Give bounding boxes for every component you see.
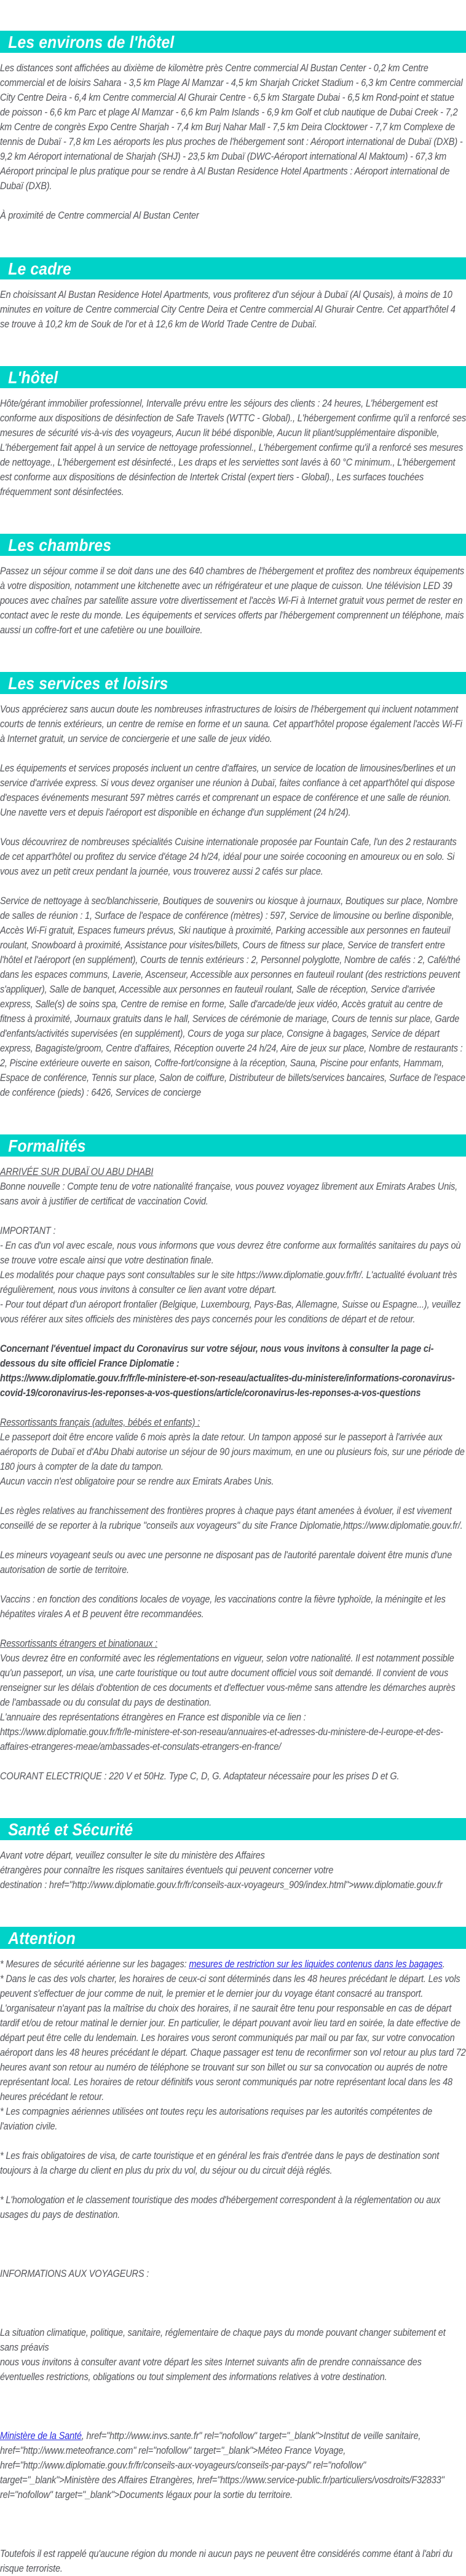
text-run: - Pour tout départ d'un aéroport frontalier (Belgique, Luxembourg, Pays-Bas, Allemagne, Suisse ou Espagne...), veuillez vous référer aux sites officiels des ministères des pays concernés pour les conditions de départ et de retour. (0, 1299, 461, 1325)
text-run: * L'homologation et le classement touristique des modes d'hébergement correspondent à la réglementation ou aux usages du pays de destination. (0, 2195, 441, 2220)
paragraph (0, 1504, 466, 1533)
section-hotel (0, 366, 466, 499)
paragraph (0, 1848, 466, 1892)
paragraph (0, 1636, 466, 1754)
section-attention (0, 1927, 466, 2576)
paragraph (0, 564, 466, 638)
text-run: Avant votre départ, veuillez consulter le site du ministère des Affaires (0, 1850, 265, 1861)
text-run: * Mesures de sécurité aérienne sur les bagages: (0, 1959, 189, 1970)
text-run: Vous devrez être en conformité avec les réglementations en vigueur, selon votre nationalité. Il est notamment possible qu'un passeport, un visa, une carte touristique ou tout autre document officiel vous soit demandé. Il convient de vous renseigner sur les délais d'obtention de ces documents et d'effectuer vous-même sans attendre les démarches auprès de l'ambassade ou du consulat du pays de destination. (0, 1653, 456, 1708)
text-run: INFORMATIONS AUX VOYAGEURS : (0, 2268, 149, 2279)
section-formalites (0, 1134, 466, 1784)
text-run: En choisissant Al Bustan Residence Hotel Apartments, vous profiterez d'un séjour à Dubaï (Al Qusais), à moins de 10 minutes en voiture de Centre commercial City Centre Deira et Centre commercial Al Ghurair Centre. Cet appart'hôtel 4 se trouve à 10,2 km de Souk de l'or et à 12,6 km de World Trade Centre de Dubaï. (0, 289, 456, 330)
text-run: Les modalités pour chaque pays sont consultables sur le site https://www.diplomatie.gouv.fr/fr/. L'actualité évoluant très régulièrement, nous vous invitons à consulter ce lien avant votre départ. (0, 1270, 457, 1295)
text-run: https://www.diplomatie.gouv.fr/fr/le-ministere-et-son-reseau/annuaires-et-adresses-du-ministere-de-l-europe-et-des-affaires-etrangeres-meae/ambassades-et-consulats-etrangers-en-france/ (0, 1727, 443, 1752)
text-run: À proximité de Centre commercial Al Bustan Center (0, 210, 199, 221)
section-services-loisirs (0, 672, 466, 1100)
paragraph (0, 1341, 466, 1400)
paragraph (0, 2429, 466, 2502)
paragraph (0, 2266, 466, 2281)
text-run: nous vous invitons à consulter avant votre départ les sites Internet suivants afin de prendre connaissance des éventuelles restrictions, obligations ou tout simplement des informations relatives à votre destination. (0, 2357, 422, 2383)
text-run: Vous découvrirez de nombreuses spécialités Cuisine internationale proposée par Fountain Cafe, l'un des 2 restaurants de cet appart'hôtel ou profitez du service d'étage 24 h/24, idéal pour une soirée cocooning en amoureux ou en solo. Si vous avez un petit creux pendant la journée, vous trouverez aussi 2 cafés sur place. (0, 837, 457, 877)
text-run: L'annuaire des représentations étrangères en France est disponible via ce lien : (0, 1712, 306, 1723)
paragraph (0, 1548, 466, 1577)
paragraph (0, 208, 466, 223)
text-run: Le passeport doit être encore valide 6 mois après la date retour. Un tampon apposé sur le passeport à l'arrivée aux aéroports de Dubaï et d'Abu Dhabi autorise un séjour de 90 jours maximum, en une ou plusieurs fois, sur une période de 180 jours à compter de la date du tampon. (0, 1432, 465, 1472)
paragraph (0, 1224, 466, 1327)
text-run: Les équipements et services proposés incluent un centre d'affaires, un service de location de limousines/berlines et un service d'arrivée express. Si vous devez organiser une réunion à Dubaï, faites confiance à cet appart'hôtel qui dispose d'espaces événements mesurant 597 mètres carrés et comprenant un espace de conférence et une salle de réunion. Une navette vers et depuis l'aéroport est disponible en échange d'un supplément (24 h/24). (0, 763, 456, 818)
section-chambres (0, 534, 466, 638)
text-run: Les règles relatives au franchissement des frontières propres à chaque pays étant amenées à évoluer, il est vivement conseillé de se reporter à la rubrique "conseils aux voyageurs" du site France Diplomatie,https://www.diplomatie.gouv.fr/. (0, 1505, 463, 1531)
text-run: Hôte/gérant immobilier professionnel, Intervalle prévu entre les séjours des clients : 24 heures, L'hébergement est conforme aux dispositions de désinfection de Safe Travels (WTTC - Global)., L'hébergement confirme qu'il a renforcé ses mesures de sécurité vis-à-vis des voyageurs, Aucun lit bébé disponible, Aucun lit pliant/supplémentaire disponible, L'hébergement fait appel à un service de nettoyage professionnel., L'hébergement confirme qu'il a renforcé ses mesures de nettoyage., L'hébergement est désinfecté., Les draps et les serviettes sont lavés à 60 °C minimum., L'hébergement est conforme aux dispositions de désinfection de Intertek Cristal (expert tiers - Global)., Les surfaces touchées fréquemment sont désinfectées. (0, 398, 466, 498)
text-run: * Dans le cas des vols charter, les horaires de ceux-ci sont déterminés dans les 48 heures précédant le départ. Les vols peuvent s'effectuer de jour comme de nuit, le premier et le dernier jour du voyage étant consacré au transport. L'organisateur n'ayant pas la maîtrise du choix des horaires, il ne saurait être tenu pour responsable en cas de départ tardif et/ou de retour matinal le dernier jour. En particulier, le départ pouvant avoir lieu tard en soirée, la date effective de départ peut être celle du lendemain. Les horaires vous seront communiqués par mail ou par fax, sur votre convocation aéroport dans les 48 heures précédant le départ. Chaque passager est tenu de reconfirmer son vol retour au plus tard 72 heures avant son retour au numéro de téléphone se trouvant sur son billet ou sur sa convocation ou auprés de notre représentant local. Les horaires de retour définitifs vous seront communiqués par notre représentant local dans les 48 heures précédant le retour. (0, 1973, 466, 2102)
paragraph (0, 2325, 466, 2384)
text-run: destination : href="http://www.diplomatie.gouv.fr/fr/conseils-aux-voyageurs_909/index.html">www.diplomatie.gouv.fr (0, 1879, 443, 1891)
section-heading-services-loisirs: Les services et loisirs (0, 672, 466, 694)
text-run: * Les frais obligatoires de visa, de carte touristique et en général les frais d'entrée dans le pays de destination sont toujours à la charge du client en plus du prix du vol, du séjour ou du circuit déjà réglés. (0, 2150, 440, 2176)
text-link[interactable]: Ministère de la Santé (0, 2430, 82, 2441)
paragraph (0, 835, 466, 879)
section-heading-cadre: Le cadre (0, 257, 466, 279)
text-run: - En cas d'un vol avec escale, nous vous informons que vous devrez être conforme aux formalités sanitaires du pays où se trouve votre escale ainsi que votre destination finale. (0, 1240, 461, 1266)
section-heading-sante-securite: Santé et Sécurité (0, 1818, 466, 1840)
text-run: , href="http://www.invs.sante.fr" rel="nofollow" target="_blank">Institut de veille sanitaire, href="http://www.meteofrance.com" rel="nofollow" target="_blank">Méteo France Voyage, href="http://www.diplomatie.gouv.fr/fr/conseils-aux-voyageurs/conseils-par-pays/" rel="nofollow" target="_blank">Ministère des Affaires Etrangères, href="https://www.service-public.fr/particuliers/vosdroits/F32833" rel="nofollow" target="_blank">Documents légaux pour la sortie du territoire. (0, 2430, 444, 2500)
text-run: La situation climatique, politique, sanitaire, réglementaire de chaque pays du monde pouvant changer subitement et sans préavis (0, 2327, 446, 2353)
text-run: Service de nettoyage à sec/blanchisserie, Boutiques de souvenirs ou kiosque à journaux, Boutiques sur place, Nombre de salles de réunion : 1, Surface de l'espace de conférence (mètres) : 597, Service de limousine ou berline disponible, Accès Wi-Fi gratuit, Espaces fumeurs prévus, Ski nautique à proximité, Parking accessible aux personnes en fauteuil roulant, Snowboard à proximité, Assistance pour visites/billets, Cours de fitness sur place, Service de transfert entre l'hôtel et l'aéroport (en supplément), Courts de tennis extérieurs : 2, Personnel polyglotte, Nombre de cafés : 2, Café/thé dans les espaces communs, Laverie, Ascenseur, Accessible aux personnes en fauteuil roulant (des restrictions peuvent s'appliquer), Salle de banquet, Accessible aux personnes en fauteuil roulant, Salle de réception, Service d'arrivée express, Salle(s) de soins spa, Centre de remise en forme, Salle d'arcade/de jeux vidéo, Accès gratuit au centre de fitness à proximité, Journaux gratuits dans le hall, Services de cérémonie de mariage, Cours de tennis sur place, Garde d'enfants/activités supervisées (en supplément), Cours de yoga sur place, Consigne à bagages, Service de départ express, Bagagiste/groom, Centre d'affaires, Réception ouverte 24 h/24, Aire de jeux sur place, Nombre de restaurants : 2, Piscine extérieure ouverte en saison, Coffre-fort/consigne à la réception, Sauna, Piscine pour enfants, Hammam, Espace de conférence, Tennis sur place, Salon de coiffure, Distributeur de billets/services bancaires, Surface de l'espace de conférence (pieds) : 6426, Services de concierge (0, 896, 465, 1098)
text-run: Toutefois il est rappelé qu'aucune région du monde ni aucun pays ne peuvent être considérés comme étant à l'abri du risque terroriste. (0, 2548, 452, 2574)
subheading: Ressortissants français (adultes, bébés et enfants) : (0, 1417, 200, 1428)
text-run: Vaccins : en fonction des conditions locales de voyage, les vaccinations contre la fièvre typhoïde, la méningite et les hépatites virales A et B peuvent être recommandées. (0, 1594, 446, 1620)
text-run: Vous apprécierez sans aucun doute les nombreuses infrastructures de loisirs de l'hébergement qui incluent notamment courts de tennis extérieurs, un centre de remise en forme et un sauna. Cet appart'hôtel propose également l'accès Wi-Fi à Internet gratuit, un service de conciergerie et une salle de jeux vidéo. (0, 704, 462, 744)
section-heading-environs-hotel: Les environs de l'hôtel (0, 31, 466, 53)
text-run: Aucun vaccin n'est obligatoire pour se rendre aux Emirats Arabes Unis. (0, 1476, 274, 1487)
section-cadre (0, 257, 466, 332)
section-environs-hotel (0, 31, 466, 223)
text-run: * Les compagnies aériennes utilisées ont toutes reçu les autorisations requises par les autorités compétentes de l'aviation civile. (0, 2106, 433, 2132)
paragraph (0, 2193, 466, 2222)
text-run: IMPORTANT : (0, 1225, 56, 1236)
paragraph (0, 761, 466, 820)
section-heading-formalites: Formalités (0, 1134, 466, 1157)
document (0, 31, 466, 2576)
subheading: ARRIVÉE SUR DUBAÏ OU ABU DHABI (0, 1166, 154, 1177)
text-run: Les mineurs voyageant seuls ou avec une personne ne disposant pas de l'autorité parentale doivent être munis d'une autorisation de sortie de territoire. (0, 1550, 452, 1575)
text-run: Les distances sont affichées au dixième de kilomètre près Centre commercial Al Bustan Center - 0,2 km Centre commercial et de loisirs Sahara - 3,5 km Plage Al Mamzar - 4,5 km Sharjah Cricket Stadium - 6,3 km Centre commercial City Centre Deira - 6,4 km Centre commercial Al Ghurair Centre - 6,5 km Stargate Dubai - 6,5 km Rond-point et statue de poisson - 6,6 km Parc et plage Al Mamzar - 6,6 km Palm Islands - 6,9 km Golf et club nautique de Dubai Creek - 7,2 km Centre de congrès Expo Centre Sharjah - 7,4 km Burj Nahar Mall - 7,5 km Deira Clocktower - 7,7 km Complexe de tennis de Dubaï - 7,8 km Les aéroports les plus proches de l'hébergement sont : Aéroport international de Dubaï (DXB) - 9,2 km Aéroport international de Sharjah (SHJ) - 23,5 km Dubaï (DWC-Aéroport international Al Maktoum) - 67,3 km Aéroport principal le plus pratique pour se rendre à Al Bustan Residence Hotel Apartments : Aéroport international de Dubaï (DXB). (0, 63, 463, 192)
text-run: https://www.diplomatie.gouv.fr/fr/le-ministere-et-son-reseau/actualites-du-ministere/informations-coronavirus-covid-19/coronavirus-les-reponses-a-vos-questions/article/coronavirus-les-reponses-a-vos-questions (0, 1373, 455, 1399)
section-heading-attention: Attention (0, 1927, 466, 1949)
text-link[interactable]: mesures de restriction sur les liquides contenus dans les bagages (189, 1959, 443, 1970)
paragraph (0, 1769, 466, 1784)
text-run: Passez un séjour comme il se doit dans une des 640 chambres de l'hébergement et profitez des nombreux équipements à votre disposition, notamment une kitchenette avec un réfrigérateur et une plaque de cuisson. Une télévision LED 39 pouces avec chaînes par satellite assure votre divertissement et l'accès Wi-Fi à Internet gratuit vous permet de rester en contact avec le reste du monde. Les équipements et services offerts par l'hébergement comprennent un téléphone, mais aussi un coffre-fort et une cafetière ou une bouilloire. (0, 566, 464, 636)
paragraph (0, 287, 466, 332)
paragraph (0, 1957, 466, 2134)
text-run: étrangères pour connaître les risques sanitaires éventuels qui peuvent concerner votre (0, 1865, 334, 1876)
text-run: COURANT ELECTRIQUE : 220 V et 50Hz. Type C, D, G. Adaptateur nécessaire pour les prises D et G. (0, 1771, 400, 1782)
paragraph (0, 61, 466, 193)
paragraph (0, 1592, 466, 1622)
text-run: Concernant l'éventuel impact du Coronavirus sur votre séjour, nous vous invitons à consulter la page ci-dessous du site officiel France Diplomatie : (0, 1343, 434, 1369)
section-heading-hotel: L'hôtel (0, 366, 466, 388)
paragraph (0, 2149, 466, 2178)
paragraph (0, 396, 466, 499)
section-heading-chambres: Les chambres (0, 534, 466, 556)
paragraph (0, 702, 466, 746)
paragraph (0, 2547, 466, 2576)
text-run: . (442, 1959, 445, 1970)
subheading: Ressortissants étrangers et binationaux : (0, 1638, 158, 1649)
text-run: Bonne nouvelle : Compte tenu de votre nationalité française, vous pouvez voyagez librement aux Emirats Arabes Unis, sans avoir à justifier de certificat de vaccination Covid. (0, 1181, 457, 1207)
section-sante-securite (0, 1818, 466, 1892)
paragraph (0, 894, 466, 1100)
paragraph (0, 1165, 466, 1209)
paragraph (0, 1415, 466, 1489)
